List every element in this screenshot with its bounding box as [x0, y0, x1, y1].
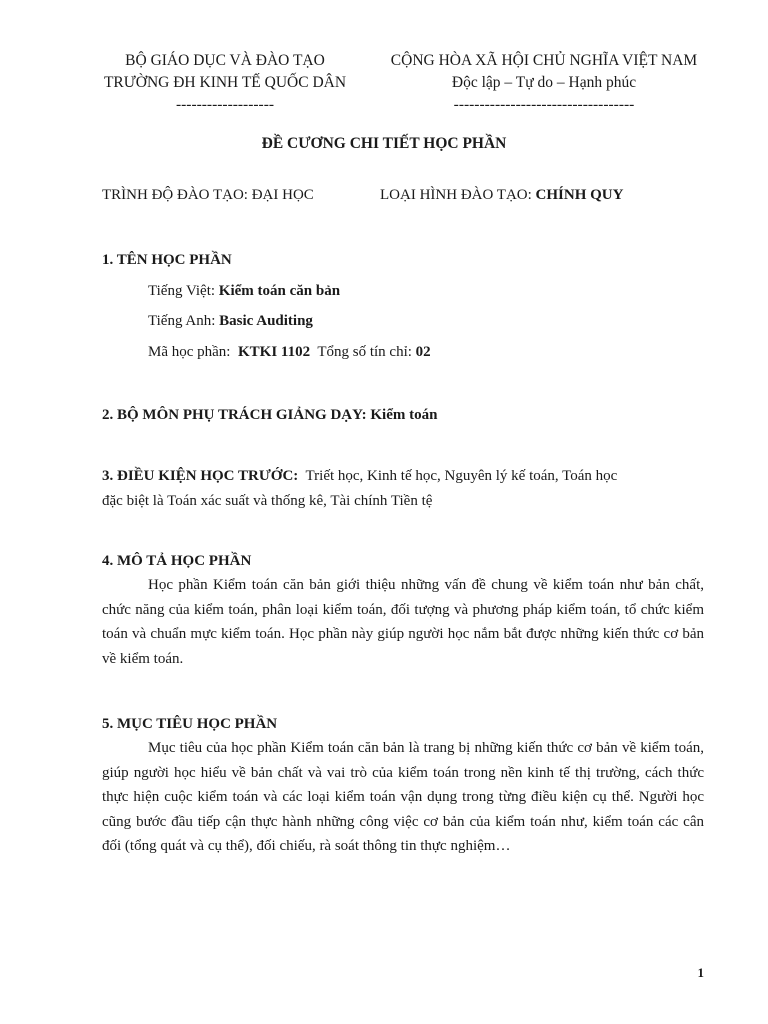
- prerequisites-text-1: Triết học, Kinh tế học, Nguyên lý kế toán, Toán học: [305, 468, 618, 484]
- section-5-heading: 5. MỤC TIÊU HỌC PHẦN: [102, 716, 278, 732]
- training-type-label: LOẠI HÌNH ĐÀO TẠO:: [380, 187, 532, 203]
- english-name-label: Tiếng Anh:: [148, 313, 216, 329]
- ministry-name: BỘ GIÁO DỤC VÀ ĐÀO TẠO: [125, 52, 325, 69]
- section-objectives: [102, 716, 704, 859]
- training-level: [102, 187, 314, 204]
- country-name: CỘNG HÒA XÃ HỘI CHỦ NGHĨA VIỆT NAM: [390, 52, 698, 69]
- english-name-value: Basic Auditing: [219, 313, 313, 329]
- page-number: 1: [697, 965, 704, 980]
- section-prerequisites: [102, 464, 704, 513]
- prerequisites-text-2: đặc biệt là Toán xác suất và thống kê, Tài chính Tiền tệ: [102, 492, 433, 509]
- training-type-value: CHÍNH QUY: [535, 187, 624, 203]
- vietnamese-name-label: Tiếng Việt:: [148, 283, 216, 299]
- credits-label: Tổng số tín chỉ:: [317, 344, 412, 360]
- section-department: [102, 407, 704, 424]
- vietnamese-name-line: [148, 283, 340, 300]
- course-code-label: Mã học phần:: [148, 344, 231, 360]
- course-code-value: KTKI 1102: [237, 344, 311, 360]
- document-title: ĐỀ CƯƠNG CHI TIẾT HỌC PHẦN: [261, 135, 507, 152]
- prerequisites-line-1: [102, 464, 704, 489]
- english-name-line: [148, 313, 313, 330]
- header-right-separator: -----------------------------------: [453, 96, 635, 113]
- description-paragraph: Học phần Kiểm toán căn bản giới thiệu những vấn đề chung về kiểm toán như bản chất, chức năng của kiểm toán, phân loại kiểm toán, đối tượng và phương pháp kiểm toán, tổ chức kiểm toán và chuẩn mực kiểm toán. Học phần này giúp người học nắm bắt được những kiến thức cơ bản về kiểm toán.: [102, 577, 704, 667]
- ministry-header: [70, 50, 380, 116]
- section-4-heading: 4. MÔ TẢ HỌC PHẦN: [102, 553, 252, 569]
- training-type: [380, 187, 623, 204]
- university-name: TRƯỜNG ĐH KINH TẾ QUỐC DÂN: [103, 74, 347, 91]
- header-left-separator: -------------------: [175, 96, 275, 113]
- training-level-value: ĐẠI HỌC: [251, 187, 314, 203]
- national-motto: Độc lập – Tự do – Hạnh phúc: [451, 74, 637, 91]
- section-description: [102, 553, 704, 671]
- credits-value: 02: [415, 344, 431, 360]
- section-2-heading: 2. BỘ MÔN PHỤ TRÁCH GIẢNG DẠY:: [102, 407, 367, 423]
- section-3-heading: 3. ĐIỀU KIỆN HỌC TRƯỚC:: [102, 468, 299, 484]
- training-level-label: TRÌNH ĐỘ ĐÀO TẠO:: [102, 187, 248, 203]
- department-value: Kiểm toán: [370, 407, 438, 423]
- section-course-name: [102, 252, 704, 269]
- vietnamese-name-value: Kiểm toán căn bản: [218, 283, 341, 299]
- section-1-heading: 1. TÊN HỌC PHẦN: [102, 252, 232, 268]
- objectives-paragraph: Mục tiêu của học phần Kiểm toán căn bản là trang bị những kiến thức cơ bản về kiểm toán, giúp người học hiểu về bản chất và vai trò của kiểm toán trong nền kinh tế thị trường, cách thức thực hiện cuộc kiểm toán và các loại kiểm toán vận dụng trong từng điều kiện cụ thể. Người học cũng bước đầu tiếp cận thực hành những công việc cơ bản của kiểm toán như, kiểm toán các cân đối (tổng quát và cụ thể), đối chiếu, rà soát thông tin thực nghiệm…: [102, 740, 704, 854]
- course-code-line: [148, 344, 431, 361]
- national-header: [372, 50, 716, 116]
